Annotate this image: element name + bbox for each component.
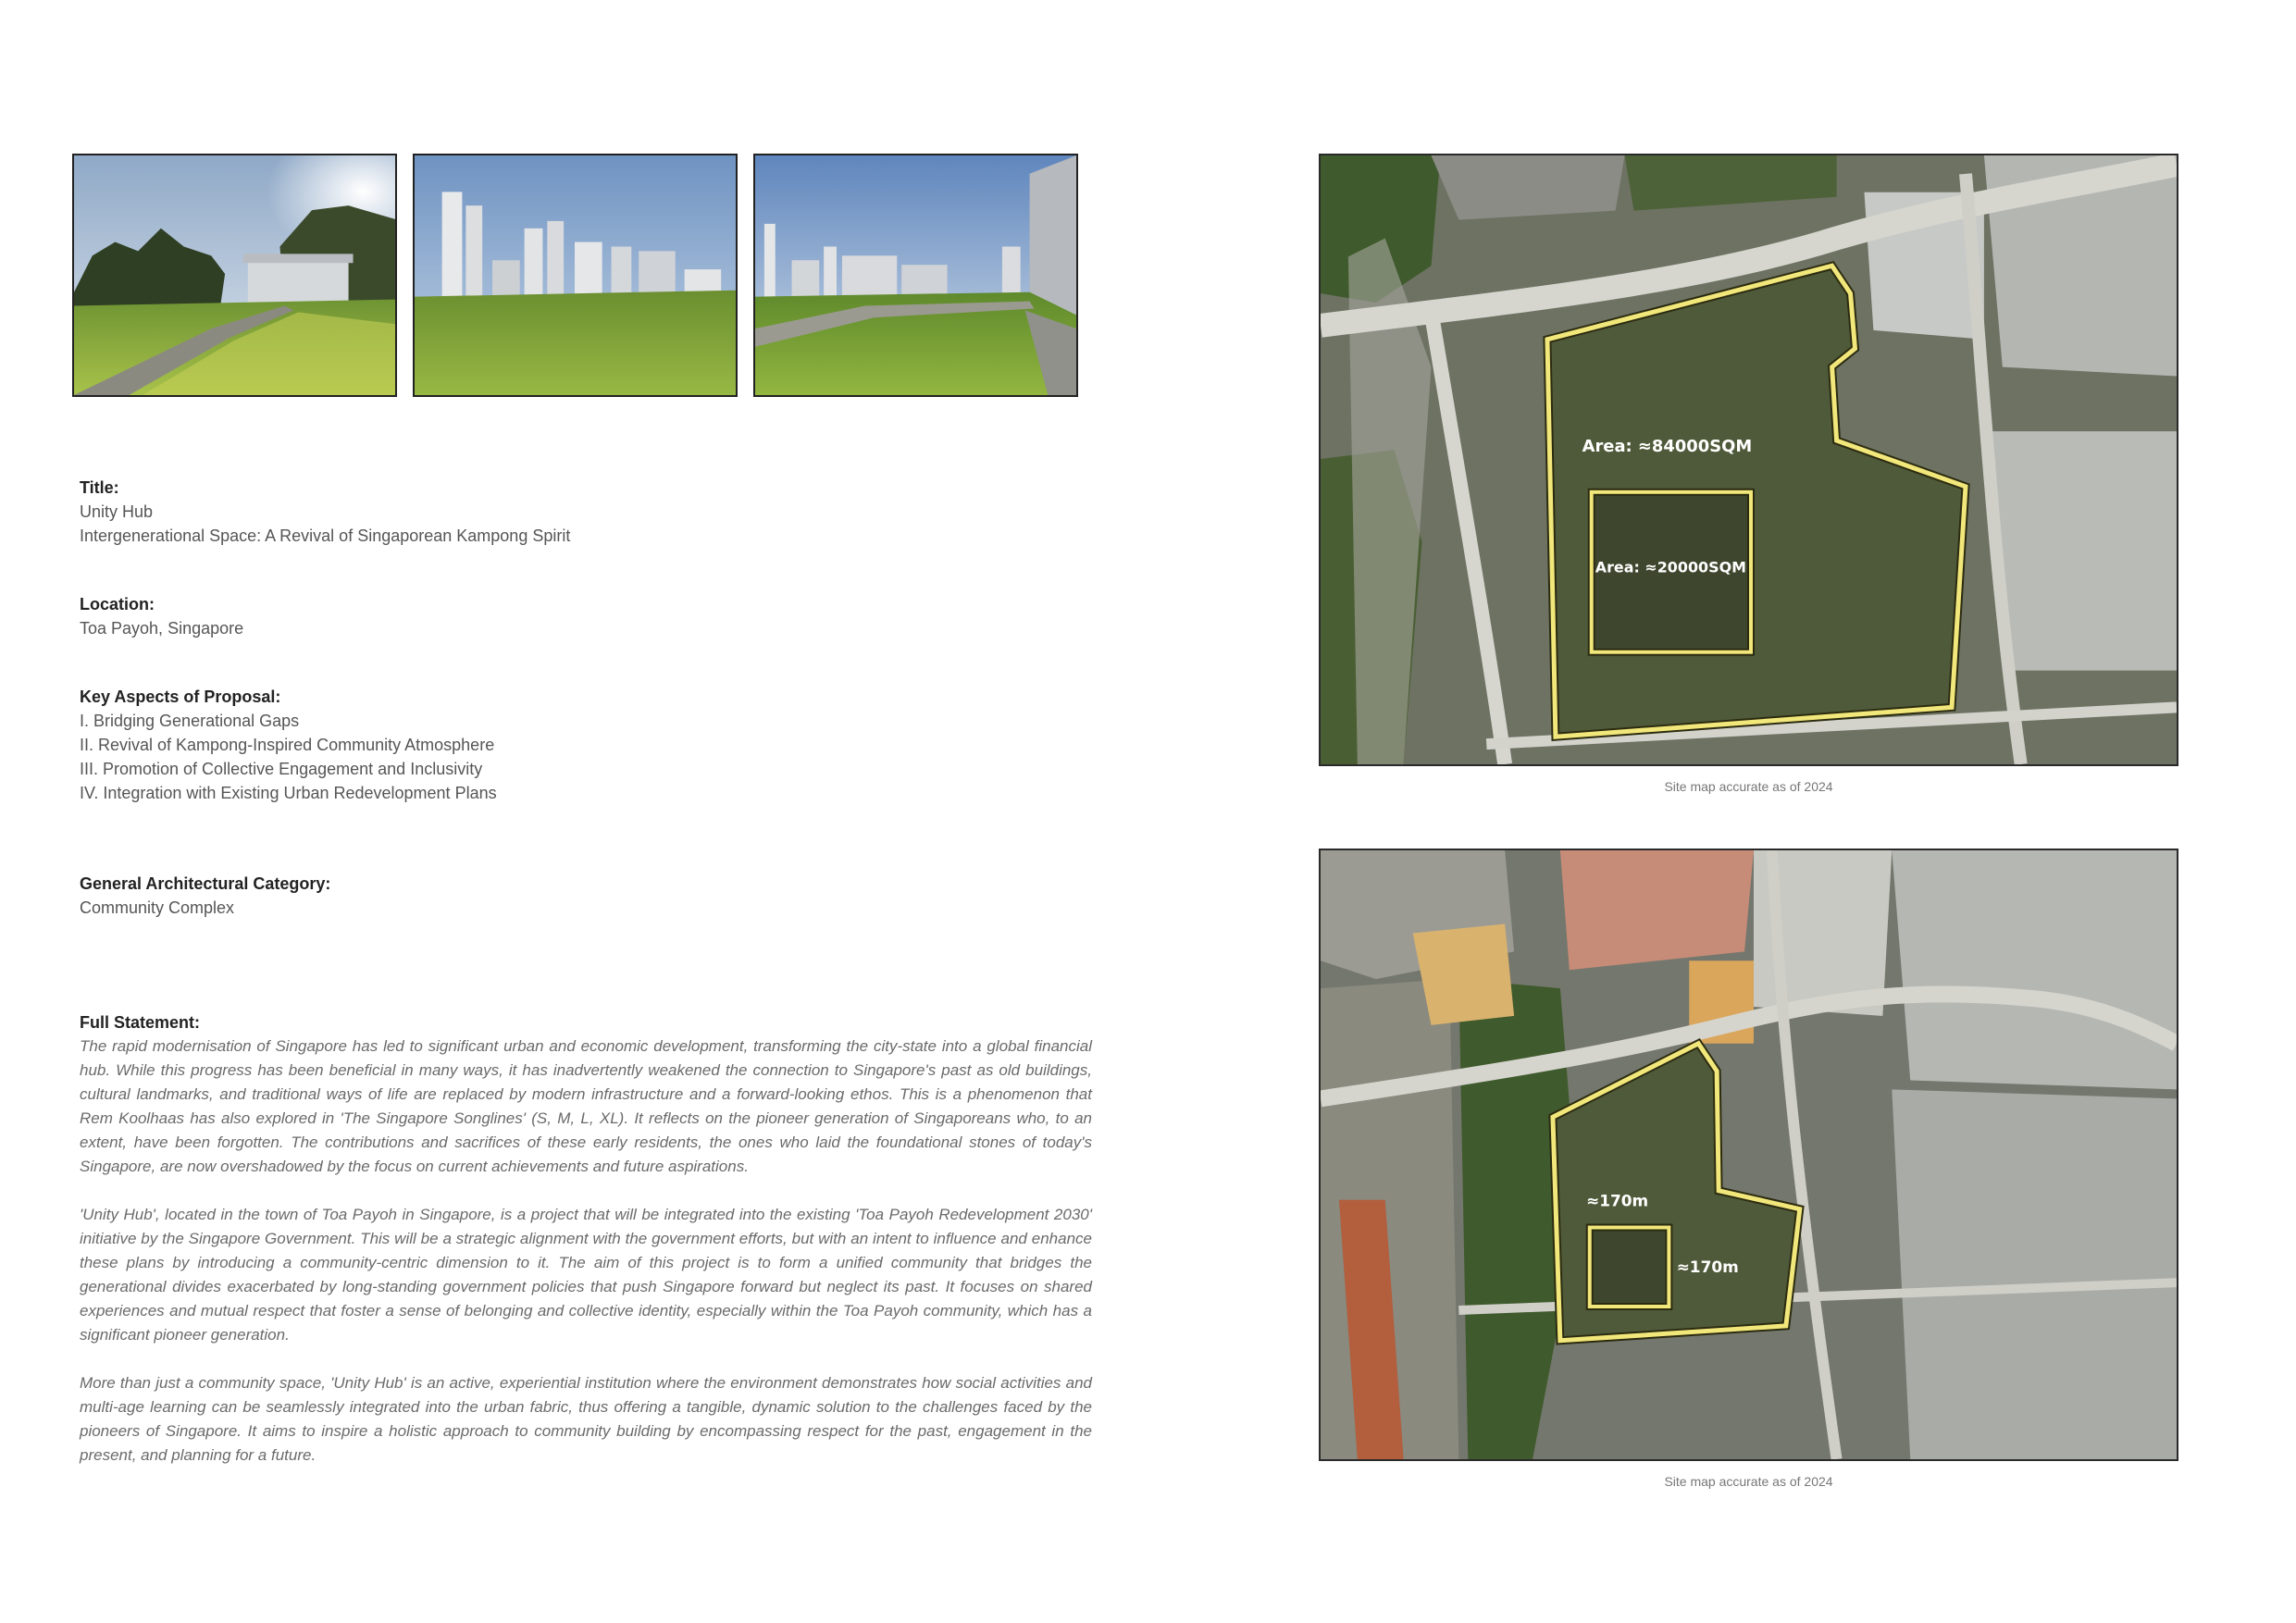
- aspect-item: I. Bridging Generational Gaps: [80, 712, 300, 730]
- title-section: [80, 476, 1092, 548]
- aspects-label: Key Aspects of Proposal:: [80, 688, 281, 706]
- statement-paragraph: The rapid modernisation of Singapore has led to significant urban and economic development, transforming the city-state into a global financial hub. While this progress has been beneficial in many ways, it has inadvertently weakened the connection to Singapore's past as old buildings, cultural landmarks, and traditional ways of life are replaced by modern infrastructure and a forward-looking ethos. This is a phenomenon that Rem Koolhaas has also explored in 'The Singapore Songlines' (S, M, L, XL). It reflects on the pioneer generation of Singaporeans who, to an extent, have been forgotten. The contributions and sacrifices of these early residents, the ones who laid the foundational stones of today's Singapore, are now overshadowed by the focus on current achievements and future aspirations.: [80, 1037, 1092, 1175]
- title-label: Title:: [80, 478, 119, 497]
- site-photo-1: [72, 154, 397, 397]
- aspects-section: [80, 685, 1092, 805]
- category-value: Community Complex: [80, 898, 235, 917]
- statement-section: [80, 1010, 1092, 1492]
- area-label-large: Area: ≈84000SQM: [1582, 437, 1753, 457]
- location-section: [80, 592, 1092, 640]
- category-section: [80, 872, 1092, 920]
- site-photo-3: [753, 154, 1078, 397]
- aspect-item: II. Revival of Kampong-Inspired Community Atmosphere: [80, 736, 495, 754]
- location-label: Location:: [80, 595, 155, 613]
- site-map-top: [1319, 154, 2178, 766]
- category-label: General Architectural Category:: [80, 874, 331, 893]
- map-caption-top: Site map accurate as of 2024: [1664, 779, 1833, 794]
- aspect-item: III. Promotion of Collective Engagement and Inclusivity: [80, 760, 483, 778]
- area-label-small: Area: ≈20000SQM: [1595, 558, 1746, 576]
- statement-paragraph: More than just a community space, 'Unity Hub' is an active, experiential institution where the environment demonstrates how social activities and multi-age learning can be seamlessly integrated into the urban fabric, thus offering a tangible, dynamic solution to the challenges faced by the pioneers of Singapore. It aims to inspire a holistic approach to community building by encompassing respect for the past, engagement in the present, and planning for a future.: [80, 1374, 1092, 1464]
- project-subtitle: Intergenerational Space: A Revival of Singaporean Kampong Spirit: [80, 527, 571, 545]
- project-name: Unity Hub: [80, 502, 154, 521]
- aspect-item: IV. Integration with Existing Urban Redevelopment Plans: [80, 784, 497, 802]
- dimension-label-height: ≈170m: [1676, 1258, 1739, 1277]
- site-photo-2: [413, 154, 738, 397]
- statement-label: Full Statement:: [80, 1013, 201, 1032]
- location-value: Toa Payoh, Singapore: [80, 619, 244, 638]
- statement-paragraph: 'Unity Hub', located in the town of Toa Payoh in Singapore, is a project that will be integrated into the existing 'Toa Payoh Redevelopment 2030' initiative by the Singapore Government. This will be a strategic alignment with the government efforts, but with an intent to influence and enhance these plans by introducing a community-centric dimension to it. The aim of this project is to form a unified community that bridges the generational divides exacerbated by long-standing government policies that push Singapore forward but neglect its past. It focuses on shared experiences and mutual respect that foster a sense of belonging and collective identity, especially within the Toa Payoh community, which has a significant pioneer generation.: [80, 1206, 1092, 1344]
- site-map-bottom: [1319, 849, 2178, 1461]
- map-caption-bottom: Site map accurate as of 2024: [1664, 1474, 1833, 1489]
- dimension-label-width: ≈170m: [1586, 1191, 1649, 1210]
